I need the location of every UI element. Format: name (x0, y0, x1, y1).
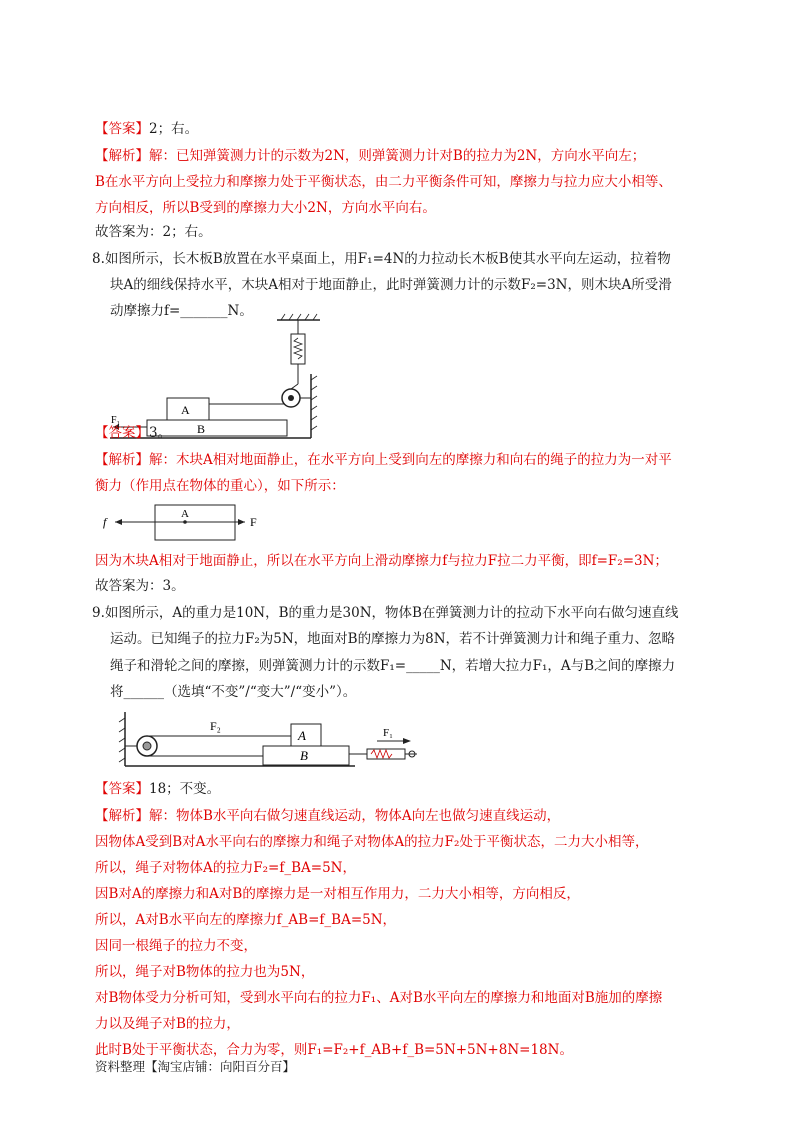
fig-label-F1: F₁ (111, 415, 121, 426)
fbd-label-F: F (250, 515, 257, 529)
q8-line-3: 动摩擦力f=_______N。 (110, 303, 253, 319)
fig-label-F2: F₂ (210, 719, 221, 733)
q8-figure (105, 312, 325, 442)
q8-answer (95, 424, 171, 442)
q9-line-1: 9.如图所示，A的重力是10N，B的重力是30N，物体B在弹簧测力计的拉动下水平向右做匀速直线 (92, 605, 679, 621)
answer-text: 3。 (149, 425, 172, 441)
analysis-text: 解：木块A相对地面静止，在水平方向上受到向左的摩擦力和向右的绳子的拉力为一对平 (149, 452, 672, 468)
q7-analysis-2: B在水平方向上受拉力和摩擦力处于平衡状态，由二力平衡条件可知，摩擦力与拉力应大小相等、 (95, 174, 672, 190)
fig-label-F1: F₁ (383, 727, 393, 739)
q9-analysis-8: 对B物体受力分析可知，受到水平向右的拉力F₁、A对B水平向左的摩擦力和地面对B施加的摩擦 (95, 990, 663, 1006)
answer-tag: 【答案】 (95, 121, 149, 137)
q9-answer (95, 780, 220, 798)
q8-analysis-2: 衡力（作用点在物体的重心），如下所示： (95, 478, 345, 494)
q9-analysis-6: 因同一根绳子的拉力不变， (95, 938, 257, 954)
page-footer: 资料整理【淘宝店铺：向阳百分百】 (95, 1059, 296, 1074)
fig-label-A: A (181, 403, 190, 417)
analysis-text: 解：已知弹簧测力计的示数为2N，则弹簧测力计对B的拉力为2N，方向水平向左； (149, 148, 646, 164)
answer-text: 2；右。 (149, 121, 199, 137)
fbd-label-f: f (103, 515, 107, 529)
q8-line-1: 8.如图所示，长木板B放置在水平桌面上，用F₁=4N的力拉动长木板B使其水平向左运动，拉着物 (92, 251, 671, 267)
answer-tag: 【答案】 (95, 781, 149, 797)
q7-analysis-3: 方向相反，所以B受到的摩擦力大小2N，方向水平向右。 (95, 200, 436, 216)
q9-analysis-9: 力以及绳子对B的拉力， (95, 1016, 240, 1032)
q8-analysis-1 (95, 451, 672, 469)
q9-analysis-7: 所以，绳子对B物体的拉力也为5N， (95, 964, 315, 980)
fig-label-B: B (197, 422, 206, 436)
q7-conclusion: 故答案为：2；右。 (95, 224, 212, 240)
analysis-tag: 【解析】 (95, 808, 149, 824)
answer-text: 18；不变。 (149, 781, 221, 797)
fbd-label-A: A (181, 508, 189, 520)
fig-label-A: A (298, 728, 306, 743)
q7-answer (95, 120, 198, 138)
q9-analysis-3: 所以，绳子对物体A的拉力F₂=f_BA=5N， (95, 860, 356, 876)
q9-figure (115, 708, 425, 770)
q9-analysis-10: 此时B处于平衡状态，合力为零，则F₁=F₂+f_AB+f_B=5N+5N+8N=18N。 (95, 1042, 573, 1058)
analysis-text: 解：物体B水平向右做匀速直线运动，物体A向左也做匀速直线运动， (149, 808, 561, 824)
q8-line-2: 块A的细线保持水平，木块A相对于地面静止，此时弹簧测力计的示数F₂=3N，则木块A所受滑 (110, 277, 672, 293)
answer-tag: 【答案】 (95, 425, 149, 441)
fig-label-B: B (300, 748, 308, 763)
q8-analysis-3: 因为木块A相对于地面静止，所以在水平方向上滑动摩擦力f与拉力F拉二力平衡，即f=F₂=3N； (95, 553, 668, 569)
q7-analysis-1 (95, 147, 645, 165)
q9-analysis-5: 所以，A对B水平向左的摩擦力f_AB=f_BA=5N， (95, 912, 397, 928)
q9-analysis-1 (95, 807, 560, 825)
q9-line-4: 将______（选填“不变”/“变大”/“变小”）。 (110, 684, 357, 700)
q8-conclusion: 故答案为：3。 (95, 578, 185, 594)
analysis-tag: 【解析】 (95, 452, 149, 468)
q9-analysis-4: 因B对A的摩擦力和A对B的摩擦力是一对相互作用力，二力大小相等，方向相反， (95, 886, 580, 902)
q9-analysis-2: 因物体A受到B对A水平向右的摩擦力和绳子对物体A的拉力F₂处于平衡状态，二力大小相等， (95, 834, 649, 850)
analysis-tag: 【解析】 (95, 148, 149, 164)
q8-free-body-diagram (100, 500, 270, 545)
q9-line-2: 运动。已知绳子的拉力F₂为5N，地面对B的摩擦力为8N，若不计弹簧测力计和绳子重力、忽略 (110, 631, 676, 647)
q9-line-3: 绳子和滑轮之间的摩擦，则弹簧测力计的示数F₁=_____N，若增大拉力F₁，A与B之间的摩擦力 (110, 658, 676, 674)
